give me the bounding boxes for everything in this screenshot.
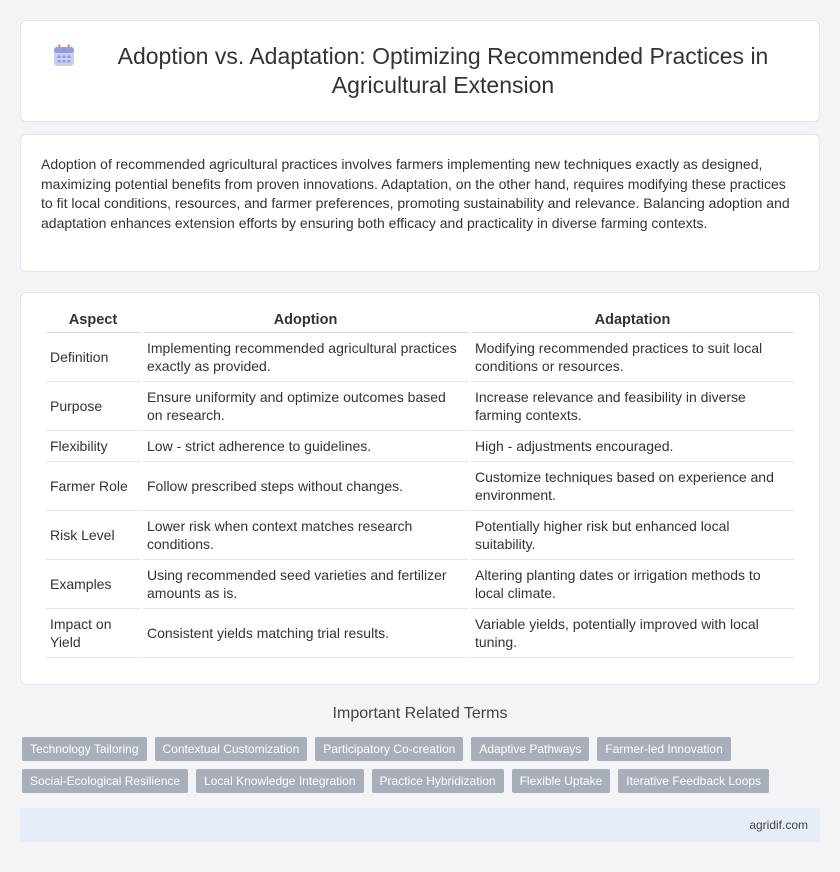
table-row	[46, 333, 794, 382]
table-row	[46, 382, 794, 431]
intro-card	[20, 134, 820, 272]
adoption-cell: Implementing recommended agricultural practices exactly as provided.	[143, 333, 468, 382]
tag-social-ecological-resilience[interactable]: Social-Ecological Resilience	[22, 769, 188, 793]
tag-row	[22, 769, 822, 793]
tag-local-knowledge-integration[interactable]: Local Knowledge Integration	[196, 769, 363, 793]
tag-farmer-led-innovation[interactable]: Farmer-led Innovation	[597, 737, 730, 761]
tag-iterative-feedback-loops[interactable]: Iterative Feedback Loops	[618, 769, 769, 793]
comparison-table-card	[20, 292, 820, 685]
footer	[20, 808, 820, 842]
page-title: Adoption vs. Adaptation: Optimizing Recommended Practices in Agricultural Extension	[117, 43, 769, 98]
adoption-cell: Using recommended seed varieties and fertilizer amounts as is.	[143, 560, 468, 609]
aspect-cell: Risk Level	[46, 511, 140, 560]
adoption-cell: Lower risk when context matches research conditions.	[143, 511, 468, 560]
aspect-cell: Definition	[46, 333, 140, 382]
tag-row	[22, 737, 822, 761]
table-header-row	[46, 307, 794, 333]
tag-contextual-customization[interactable]: Contextual Customization	[155, 737, 308, 761]
aspect-cell: Flexibility	[46, 431, 140, 462]
tag-participatory-co-creation[interactable]: Participatory Co-creation	[315, 737, 463, 761]
table-row	[46, 609, 794, 658]
aspect-cell: Impact on Yield	[46, 609, 140, 658]
footer-site-link[interactable]: agridif.com	[749, 818, 808, 832]
header-card	[20, 20, 820, 122]
related-terms-tags	[22, 737, 822, 801]
calendar-icon	[51, 43, 77, 69]
aspect-cell: Farmer Role	[46, 462, 140, 511]
table-row	[46, 511, 794, 560]
header-adoption: Adoption	[143, 307, 468, 333]
adaptation-cell: High - adjustments encouraged.	[471, 431, 794, 462]
table-row	[46, 462, 794, 511]
adaptation-cell: Increase relevance and feasibility in diverse farming contexts.	[471, 382, 794, 431]
adaptation-cell: Variable yields, potentially improved with local tuning.	[471, 609, 794, 658]
adoption-cell: Consistent yields matching trial results.	[143, 609, 468, 658]
table-row	[46, 560, 794, 609]
adaptation-cell: Potentially higher risk but enhanced local suitability.	[471, 511, 794, 560]
adoption-cell: Ensure uniformity and optimize outcomes based on research.	[143, 382, 468, 431]
adaptation-cell: Modifying recommended practices to suit local conditions or resources.	[471, 333, 794, 382]
adoption-cell: Follow prescribed steps without changes.	[143, 462, 468, 511]
comparison-table	[43, 307, 797, 658]
header-aspect: Aspect	[46, 307, 140, 333]
adoption-cell: Low - strict adherence to guidelines.	[143, 431, 468, 462]
intro-text: Adoption of recommended agricultural practices involves farmers implementing new techniques exactly as designed, maximizing potential benefits from proven innovations. Adaptation, on the other hand, requires modifying these practices to fit local conditions, resources, and farmer preferences, promoting sustainability and relevance. Balancing adoption and adaptation enhances extension efforts by ensuring both efficacy and practicality in diverse farming contexts.	[41, 156, 790, 231]
aspect-cell: Purpose	[46, 382, 140, 431]
tag-technology-tailoring[interactable]: Technology Tailoring	[22, 737, 147, 761]
tag-adaptive-pathways[interactable]: Adaptive Pathways	[471, 737, 589, 761]
adaptation-cell: Customize techniques based on experience and environment.	[471, 462, 794, 511]
adaptation-cell: Altering planting dates or irrigation methods to local climate.	[471, 560, 794, 609]
table-row	[46, 431, 794, 462]
related-terms-title: Important Related Terms	[332, 705, 508, 722]
header-adaptation: Adaptation	[471, 307, 794, 333]
aspect-cell: Examples	[46, 560, 140, 609]
tag-flexible-uptake[interactable]: Flexible Uptake	[512, 769, 611, 793]
tag-practice-hybridization[interactable]: Practice Hybridization	[372, 769, 504, 793]
